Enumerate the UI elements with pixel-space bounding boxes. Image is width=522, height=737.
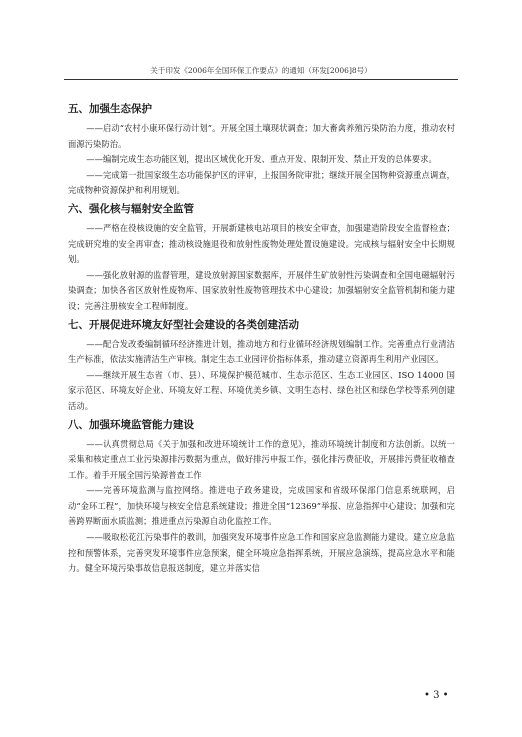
section-monitoring-capacity	[68, 418, 455, 577]
section-title: 七、开展促进环境友好型社会建设的各类创建活动	[68, 318, 299, 331]
section-friendly-society	[68, 318, 455, 415]
section-title: 六、强化核与辐射安全监管	[68, 202, 194, 215]
paragraph: ——编制完成生态功能区划，提出区域优化开发、重点开发、限制开发、禁止开发的总体要求。	[86, 154, 437, 165]
paragraph: ——强化放射源的监督管理，建设放射源国家数据库，开展伴生矿放射性污染调查和全国电磁辐射污染调查；加快各省区放射性废物库、国家放射性废物管理技术中心建设；加强辐射安全监管机制和能力建设；完善注册核安全工程师制度。	[68, 269, 455, 311]
paragraph: ——完善环境监测与监控网络。推进电子政务建设，完成国家和省级环保部门信息系统联网，启动“金环工程”，加快环境与核安全信息系统建设；推进全国“12369”举报、应急指挥中心建设；加强和完善跨界断面水质监测；推进重点污染源自动化监控工作。	[68, 485, 455, 527]
running-header: 关于印发《2006年全国环保工作要点》的通知（环发[2006]8号）	[150, 66, 372, 75]
paragraph: ——继续开展生态省（市、县）、环境保护模范城市、生态示范区、生态工业园区、ISO 14000 国家示范区、环境友好企业、环境友好工程、环境优美乡镇、文明生态村、绿色社区和绿色学校等系列创建活动。	[68, 369, 455, 411]
section-title: 八、加强环境监管能力建设	[68, 418, 194, 431]
paragraph: ——严格在役核设施的安全监管，开展新建核电站项目的核安全审查，加强建造阶段安全监督检查；完成研究堆的安全再审查；推动核设施退役和放射性废物处理处置设施建设。完成核与辐射安全中长期规划。	[68, 222, 455, 265]
paragraph: ——认真贯彻总局《关于加强和改进环境统计工作的意见》，推动环境统计制度和方法创新。以统一采集和核定重点工业污染源排污数据为重点，做好排污申报工作，强化排污费征收，开展排污费征收稽查工作。着手开展全国污染源普查工作	[68, 438, 455, 480]
section-ecology	[68, 102, 455, 199]
page-number: • 3 •	[424, 690, 449, 701]
paragraph: ——完成第一批国家级生态功能保护区的评审，上报国务院审批；继续开展全国物种资源重点调查，完成物种资源保护和利用规划。	[68, 169, 455, 196]
paragraph: ——吸取松花江污染事件的教训，加强突发环境事件应急工作和国家应急监测能力建设。建立应急监控和预警体系，完善突发环境事件应急预案，健全环境应急指挥系统，开展应急演练，提高应急水平和能力。健全环境污染事故信息报送制度，建立并落实信	[68, 532, 455, 574]
paragraph: ——配合发改委编制循环经济推进计划，推动地方和行业循环经济规划编制工作。完善重点行业清洁生产标准，依法实施清洁生产审核。制定生态工业园评价指标体系，推动建立资源再生利用产业园区。	[68, 338, 455, 365]
document-body	[68, 102, 455, 577]
section-nuclear-radiation	[68, 202, 455, 315]
paragraph: ——启动“农村小康环保行动计划”。开展全国土壤现状调查；加大畜禽养殖污染防治力度，推动农村面源污染防治。	[68, 123, 455, 149]
header-rule	[64, 79, 458, 80]
section-title: 五、加强生态保护	[68, 103, 152, 115]
